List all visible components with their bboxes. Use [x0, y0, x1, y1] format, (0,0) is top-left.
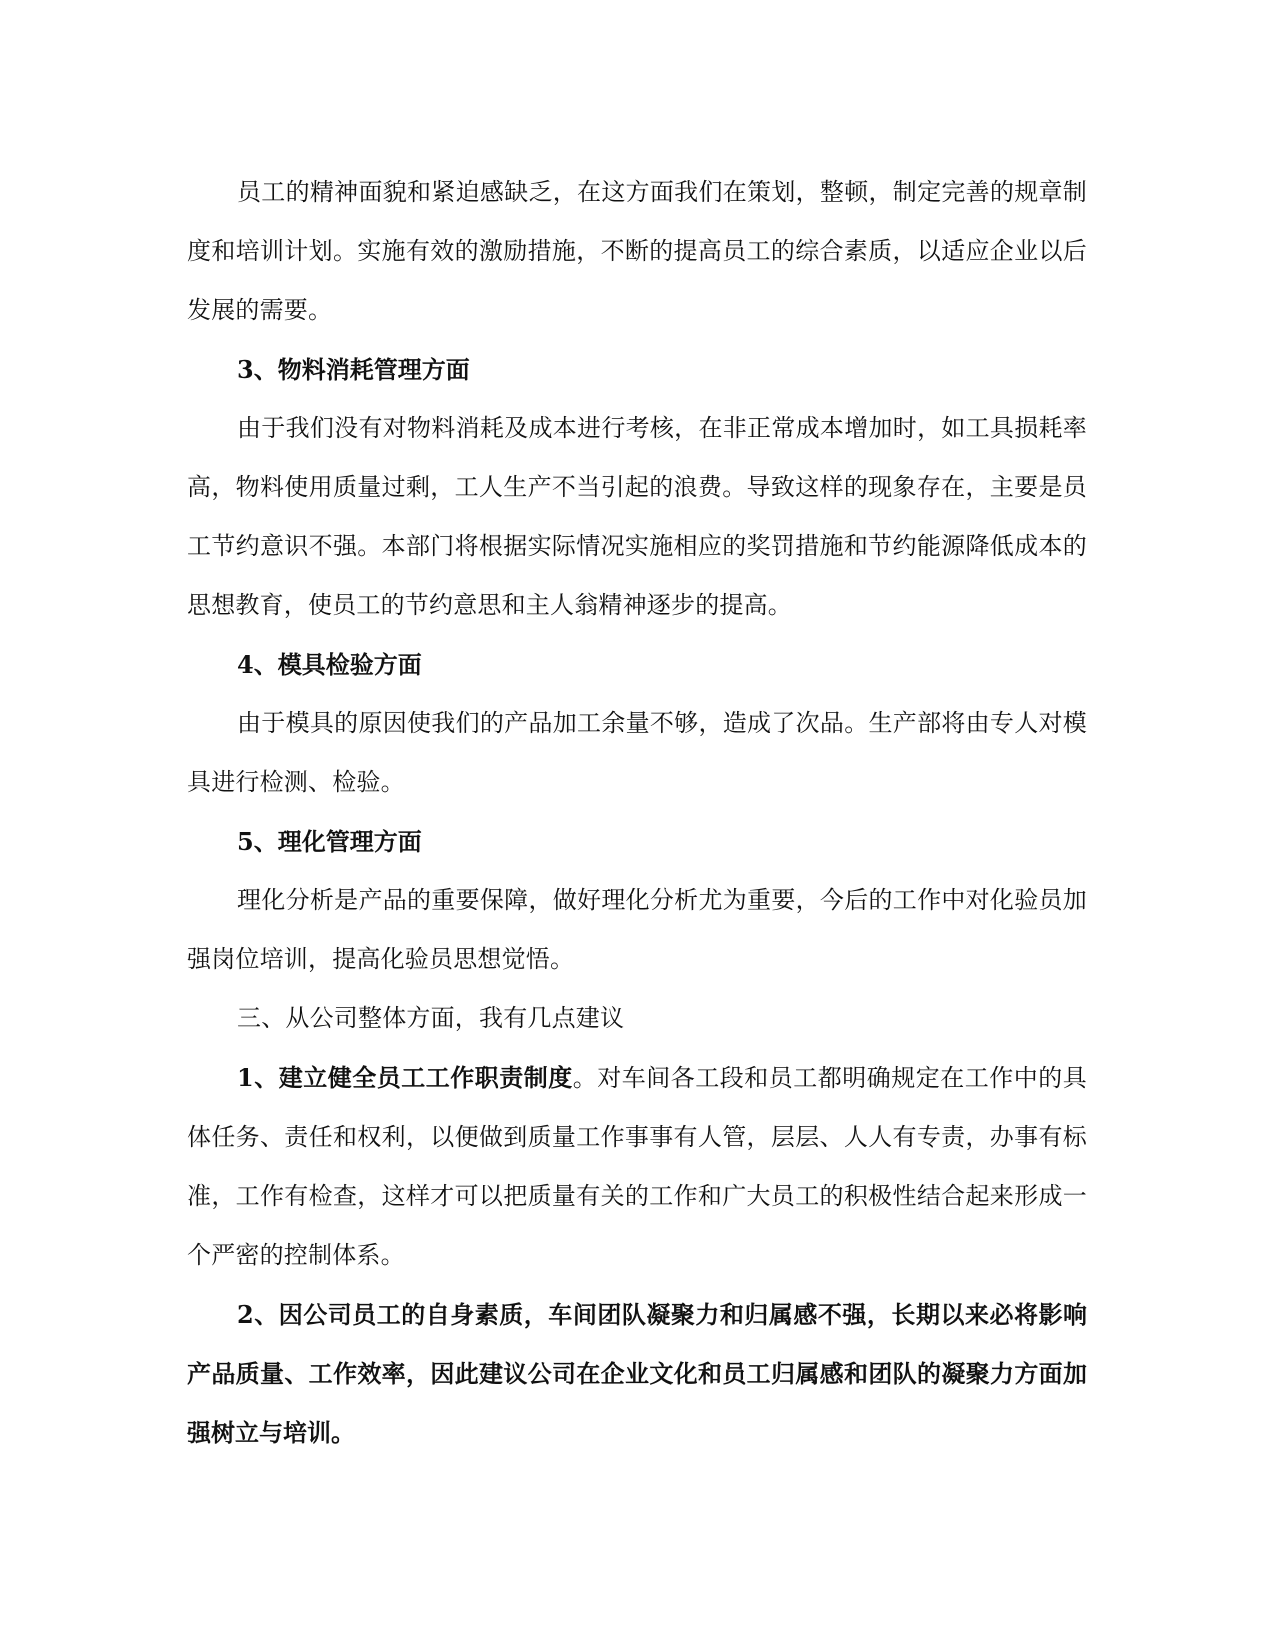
paragraph-staff-morale: 员工的精神面貌和紧迫感缺乏，在这方面我们在策划，整顿，制定完善的规章制度和培训计划。实施有效的激励措施，不断的提高员工的综合素质，以适应企业以后发展的需要。	[187, 178, 1087, 324]
suggestion-one-body: 。对车间各工段和员工都明确规定在工作中的具体任务、责任和权利，以便做到质量工作事事有人管，层层、人人有专责，办事有标准，工作有检查，这样才可以把质量有关的工作和广大员工的积极性结合起来形成一个严密的控制体系。	[187, 1064, 1088, 1269]
paragraph-physicochemical-management: 理化分析是产品的重要保障，做好理化分析尤为重要，今后的工作中对化验员加强岗位培训，提高化验员思想觉悟。	[187, 886, 1087, 973]
suggestion-one-lead: 1、建立健全员工工作职责制度	[237, 1063, 573, 1092]
document-body	[187, 163, 1087, 1462]
heading-mold-inspection: 4、模具检验方面	[237, 650, 422, 679]
paragraph-suggestion-one	[187, 1048, 1087, 1285]
section-three-intro: 三、从公司整体方面，我有几点建议	[237, 1004, 625, 1032]
paragraph-suggestion-two: 2、因公司员工的自身素质，车间团队凝聚力和归属感不强，长期以来必将影响产品质量、工作效率，因此建议公司在企业文化和员工归属感和团队的凝聚力方面加强树立与培训。	[187, 1300, 1087, 1447]
heading-material-consumption: 3、物料消耗管理方面	[237, 355, 470, 384]
heading-physicochemical-management: 5、理化管理方面	[237, 827, 422, 856]
paragraph-material-consumption: 由于我们没有对物料消耗及成本进行考核，在非正常成本增加时，如工具损耗率高，物料使用质量过剩，工人生产不当引起的浪费。导致这样的现象存在，主要是员工节约意识不强。本部门将根据实际情况实施相应的奖罚措施和节约能源降低成本的思想教育，使员工的节约意思和主人翁精神逐步的提高。	[187, 414, 1087, 619]
paragraph-mold-inspection: 由于模具的原因使我们的产品加工余量不够，造成了次品。生产部将由专人对模具进行检测、检验。	[187, 709, 1087, 796]
